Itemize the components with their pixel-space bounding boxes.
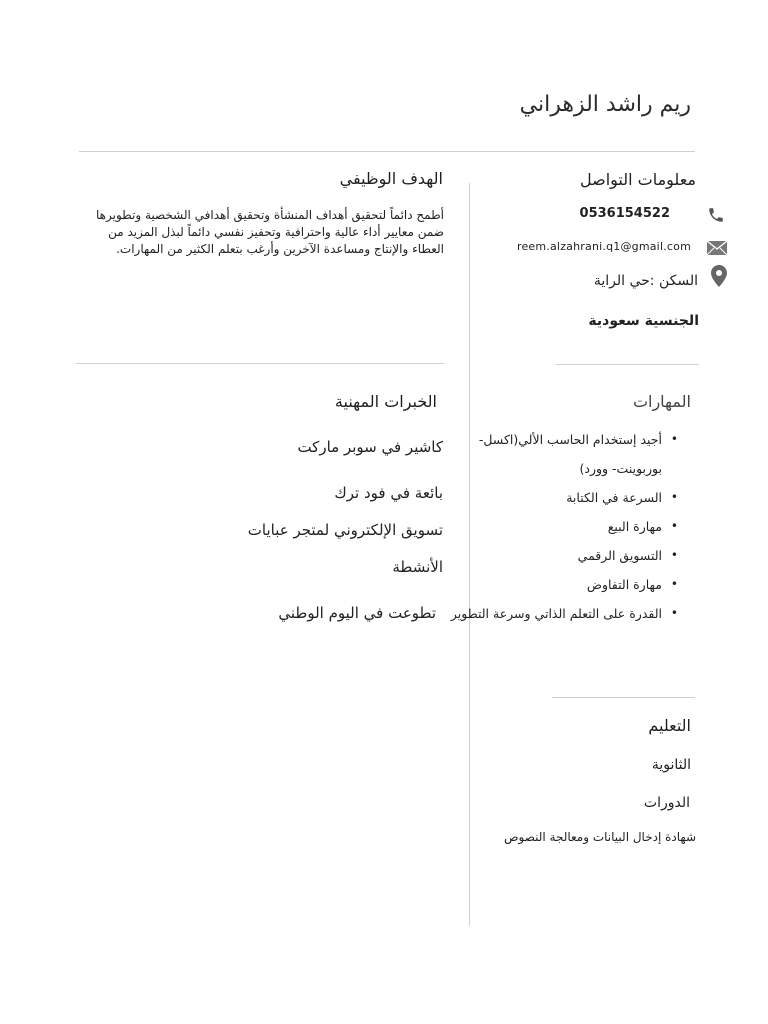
header-divider — [79, 151, 695, 152]
contact-divider — [556, 364, 699, 365]
skills-divider — [552, 697, 695, 698]
nationality: الجنسية سعودية — [588, 313, 699, 329]
skill-item: • التسويق الرقمي — [447, 541, 662, 570]
education-level: الثانوية — [651, 757, 691, 773]
experience-title: الخبرات المهنية — [334, 392, 437, 411]
contact-title: معلومات التواصل — [579, 170, 696, 189]
phone-icon — [707, 205, 725, 225]
education-title: التعليم — [648, 716, 691, 735]
location-pin-icon — [711, 265, 727, 287]
phone-number[interactable]: 0536154522 — [579, 206, 670, 221]
skill-item: • أجيد إستخدام الحاسب الألي(اكسل- بوربوينت- وورد) — [447, 425, 662, 483]
objective-text: أطمح دائماً لتحقيق أهداف المنشأة وتحقيق أهدافي الشخصية وتطويرها ضمن معايير أداء عالية واحترافية وتحفيز نفسي دائماً لبذل المزيد من العطاء والإنتاج ومساعدة الآخرين وأرغب بتعلم الكثير من المهارات. — [96, 208, 444, 256]
experience-item: تسويق الإلكتروني لمتجر عبايات — [247, 521, 443, 539]
experience-item: بائعة في فود ترك — [334, 484, 443, 502]
skill-item: • القدرة على التعلم الذاتي وسرعة التطوير — [447, 599, 662, 628]
objective-title: الهدف الوظيفي — [339, 169, 443, 188]
page-title: ريم راشد الزهراني — [519, 92, 691, 117]
skill-item: • السرعة في الكتابة — [447, 483, 662, 512]
activities-title: الأنشطة — [392, 558, 443, 576]
objective-divider — [76, 363, 444, 364]
residence: السكن :حي الراية — [593, 273, 698, 289]
skills-title: المهارات — [632, 392, 691, 411]
email-link[interactable]: reem.alzahrani.q1@gmail.com — [516, 240, 691, 253]
activity-item: تطوعت في اليوم الوطني — [278, 604, 436, 622]
skills-list — [447, 425, 680, 628]
envelope-icon — [706, 240, 728, 256]
skill-item: • مهارة البيع — [447, 512, 662, 541]
courses-title: الدورات — [643, 795, 690, 811]
skill-item: • مهارة التفاوض — [447, 570, 662, 599]
course-item: شهادة إدخال البيانات ومعالجة النصوص — [503, 830, 696, 844]
experience-item: كاشير في سوبر ماركت — [297, 438, 443, 456]
